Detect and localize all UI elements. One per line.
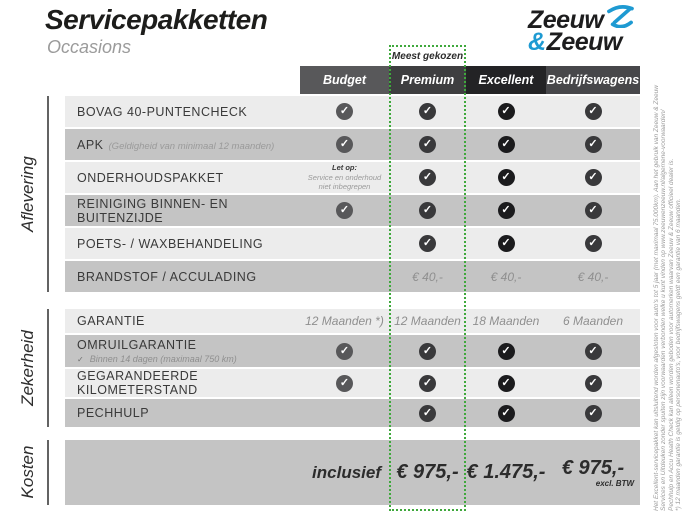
check-icon: ✓ [585, 136, 602, 153]
row-poets-wax [65, 228, 640, 259]
check-icon: ✓ [498, 235, 515, 252]
included-cell [466, 228, 546, 259]
aflevering-bracket-line [47, 96, 49, 292]
row-label: GEGARANDEERDE KILOMETERSTAND [77, 369, 199, 397]
column-header-bedrijfswagens: Bedrijfswagens [546, 66, 640, 94]
page-title: Servicepakketten [45, 4, 268, 35]
included-cell [546, 96, 640, 127]
small-check-icon: ✓ [77, 355, 84, 364]
included-cell [466, 335, 546, 367]
check-icon: ✓ [498, 343, 515, 360]
row-label: APK [77, 137, 104, 152]
logo-word-1: Zeeuw [528, 5, 604, 34]
row-brandstof [65, 261, 640, 292]
value-cell: € 40,- [490, 269, 522, 284]
price-sub-label: excl. BTW [595, 479, 634, 488]
value-cell: 12 Maanden [394, 314, 461, 328]
row-label: POETS- / WAXBEHANDELING [77, 236, 264, 251]
check-icon: ✓ [498, 375, 515, 392]
included-cell [546, 228, 640, 259]
check-icon: ✓ [336, 375, 353, 392]
price-value: € 1.475,- [466, 461, 546, 483]
logo-z-swoosh-icon [606, 4, 634, 31]
row-kosten [65, 440, 640, 505]
check-icon: ✓ [498, 202, 515, 219]
price-cell [466, 440, 546, 505]
check-icon: ✓ [585, 103, 602, 120]
included-cell [466, 96, 546, 127]
check-icon: ✓ [498, 103, 515, 120]
empty-cell [300, 261, 389, 292]
included-cell [546, 162, 640, 193]
included-cell [546, 129, 640, 160]
row-onderhoudspakket [65, 162, 640, 193]
check-icon: ✓ [336, 136, 353, 153]
footnote-line: *) 12 maanden garantie is geldig op personenauto's, voor bedrijfswagens geldt een garantie van 6 maanden. [674, 198, 682, 511]
check-icon: ✓ [585, 343, 602, 360]
section-label-kosten: Kosten [18, 445, 37, 499]
row-pechhulp [65, 399, 640, 427]
row-reiniging [65, 195, 640, 226]
included-cell [300, 335, 389, 367]
footnote-line: Services en Uitdeuken zonder spuiten zijn voorwaarden verbonden welke u kunt vinden op www.zeeuwenzeeuw.nl/algemene-voorwaarden/ [660, 109, 668, 511]
included-cell [466, 399, 546, 427]
premium-highlight-border [389, 45, 466, 511]
price-value: € 975,- [561, 457, 625, 479]
zeeuw-zeeuw-logo [528, 5, 634, 56]
row-label: OMRUILGARANTIE [77, 338, 197, 352]
value-cell: 6 Maanden [562, 314, 624, 328]
logo-word-2: Zeeuw [546, 28, 622, 56]
footnote-line: Het Excellent-servicepakket kan uitsluitend worden afgesloten voor auto's tot 5 jaar (met maximaal 75.000km). Aan het gebruik van Zeeuw & Zeeuw [653, 85, 660, 511]
value-cell: 18 Maanden [472, 314, 540, 328]
check-icon: ✓ [498, 169, 515, 186]
kosten-bracket-line [47, 440, 49, 505]
price-value: € 975,- [396, 461, 459, 483]
check-icon: ✓ [419, 202, 436, 219]
check-icon: ✓ [585, 235, 602, 252]
included-cell [546, 195, 640, 226]
row-subline: Binnen 14 dagen (maximaal 750 km) [89, 354, 237, 364]
row-label: BOVAG 40-PUNTENCHECK [77, 104, 248, 119]
check-icon: ✓ [585, 375, 602, 392]
value-cell: € 40,- [412, 269, 443, 284]
included-cell [466, 369, 546, 397]
row-label: GARANTIE [77, 314, 145, 328]
check-icon: ✓ [336, 103, 353, 120]
row-bovag-puntencheck [65, 96, 640, 127]
included-cell [546, 335, 640, 367]
row-label: REINIGING BINNEN- EN BUITENZIJDE [77, 196, 228, 225]
included-cell [300, 195, 389, 226]
row-label: ONDERHOUDSPAKKET [77, 170, 224, 185]
check-icon: ✓ [498, 136, 515, 153]
check-icon: ✓ [419, 136, 436, 153]
included-cell [300, 96, 389, 127]
check-icon: ✓ [419, 375, 436, 392]
row-apk [65, 129, 640, 160]
row-label: BRANDSTOF / ACCULADING [77, 269, 257, 284]
row-omruilgarantie [65, 335, 640, 367]
check-icon: ✓ [419, 169, 436, 186]
check-icon: ✓ [498, 405, 515, 422]
price-cell [546, 440, 640, 505]
row-sublabel: (Geldigheid van minimaal 12 maanden) [108, 140, 275, 152]
zekerheid-bracket-line [47, 309, 49, 427]
included-cell [466, 129, 546, 160]
check-icon: ✓ [585, 202, 602, 219]
check-icon: ✓ [336, 343, 353, 360]
footnotes [653, 59, 682, 511]
row-garantie [65, 309, 640, 333]
check-icon: ✓ [419, 235, 436, 252]
column-header-budget: Budget [300, 66, 389, 94]
section-label-aflevering: Aflevering [18, 156, 37, 232]
value-cell: 12 Maanden *) [305, 314, 384, 328]
meest-gekozen-badge: Meest gekozen [391, 47, 464, 66]
section-label-zekerheid: Zekerheid [18, 330, 37, 406]
check-icon: ✓ [585, 405, 602, 422]
logo-ampersand: & [528, 28, 546, 56]
row-label: PECHHULP [77, 406, 150, 420]
inclusief-cell: inclusief [312, 462, 381, 482]
note-cell: Let op: Service en onderhoud niet inbegrepen [307, 163, 382, 192]
value-cell: € 40,- [577, 269, 609, 284]
included-cell [546, 399, 640, 427]
included-cell [466, 195, 546, 226]
check-icon: ✓ [585, 169, 602, 186]
included-cell [300, 369, 389, 397]
check-icon: ✓ [419, 405, 436, 422]
included-cell [546, 369, 640, 397]
check-icon: ✓ [419, 343, 436, 360]
column-header-premium: Premium [389, 66, 466, 94]
check-icon: ✓ [419, 103, 436, 120]
row-kilometerstand [65, 369, 640, 397]
page-subtitle: Occasions [47, 37, 132, 57]
check-icon: ✓ [336, 202, 353, 219]
included-cell [466, 162, 546, 193]
empty-cell [300, 399, 389, 427]
empty-cell [300, 228, 389, 259]
column-header-excellent: Excellent [466, 66, 546, 94]
footnote-line: Pechhulp en Accu Health Check kan alleen worden geboden voor automerken waarvan Zeeuw & Zeeuw officieel dealer is. [667, 158, 675, 511]
included-cell [300, 129, 389, 160]
